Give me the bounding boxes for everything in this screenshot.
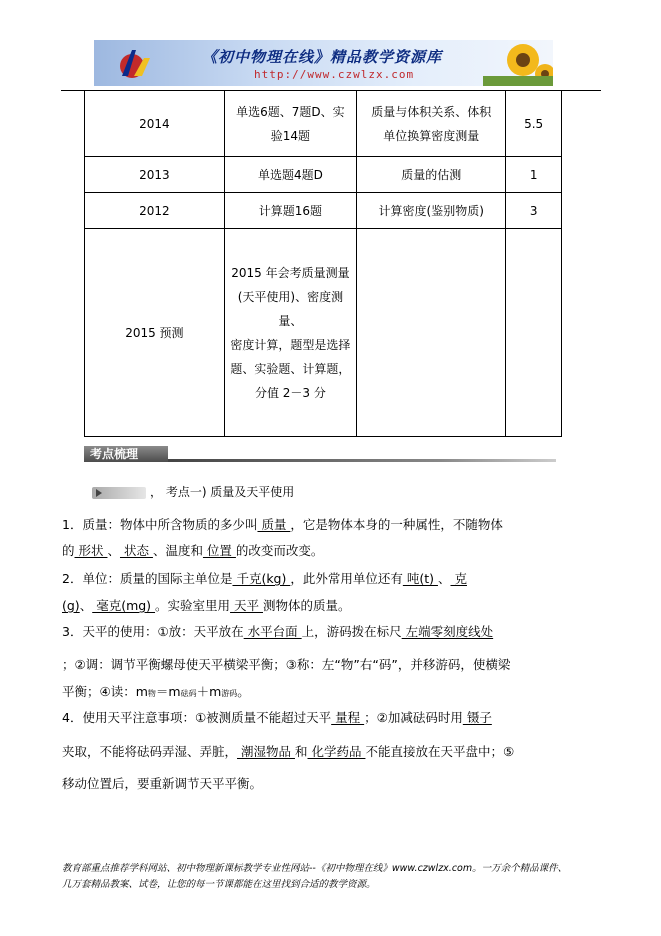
- text: 的改变而改变。: [235, 543, 324, 558]
- topic-line: 单位换算密度测量: [383, 128, 480, 143]
- question-line: 验14题: [270, 128, 311, 143]
- text: 、: [437, 571, 451, 586]
- text: 、: [79, 598, 93, 613]
- answer-blank: 天平: [230, 598, 263, 613]
- year-cell: 2013: [85, 157, 225, 193]
- text: 2．单位：质量的国际主单位是: [62, 571, 233, 586]
- banner-title: 《初中物理在线》精品教学资源库: [202, 48, 443, 66]
- text: 。实验室里用: [155, 598, 231, 613]
- paragraph-3-line-1: [62, 622, 602, 640]
- text: 移动位置后，要重新调节天平平衡。: [62, 776, 263, 791]
- answer-blank: 位置: [202, 543, 236, 558]
- footer-line: 几万套精品教案、试卷，让您的每一节课都能在这里找到合适的教学资源。: [62, 879, 376, 890]
- footer-line: 教育部重点推荐学科网站、初中物理新课标教学专业性网站--《初中物理在线》www.czwlzx.com。一万余个精品课件、: [62, 863, 568, 874]
- text: 3．天平的使用：①放：天平放在: [62, 624, 244, 639]
- section-divider: [168, 459, 556, 462]
- answer-blank: 量程: [331, 710, 365, 725]
- subsection-heading: [92, 483, 294, 500]
- answer-blank: 吨(t): [402, 571, 438, 586]
- play-arrow-icon: [92, 487, 146, 499]
- subscript: 砝码: [180, 689, 197, 698]
- table-row: [85, 91, 562, 157]
- text: 。: [237, 684, 250, 699]
- answer-blank: 左端零刻度线处: [401, 624, 494, 639]
- answer-blank: (g): [62, 598, 80, 613]
- paragraph-4-line-1: [62, 708, 602, 726]
- prediction-line: 2015 年会考质量测量: [231, 265, 350, 280]
- question-cell: 计算题16题: [224, 193, 356, 229]
- header-banner: [94, 40, 553, 86]
- exam-analysis-table: [84, 90, 562, 437]
- topic-cell: 计算密度(鉴别物质): [357, 193, 506, 229]
- section-header: [84, 446, 562, 463]
- subscript: 物: [147, 689, 156, 698]
- paragraph-1-line-2: [62, 541, 602, 559]
- answer-blank: 潮湿物品: [237, 744, 295, 759]
- subscript: 游码: [221, 689, 238, 698]
- answer-blank: 千克(kg): [232, 571, 291, 586]
- text: 和: [294, 744, 308, 759]
- question-cell: 单选题4题D: [224, 157, 356, 193]
- empty-cell: [357, 229, 506, 437]
- question-line: 单选6题、7题D、实: [236, 104, 345, 119]
- sunflower-icon: [483, 40, 553, 86]
- year-cell: 2012: [85, 193, 225, 229]
- answer-blank: 克: [450, 571, 467, 586]
- section-tag: 考点梳理: [84, 446, 168, 462]
- text: 的: [62, 543, 75, 558]
- answer-blank: 质量: [257, 517, 291, 532]
- paragraph-1-line-1: [62, 515, 602, 533]
- text: 上，游码拨在标尺: [301, 624, 402, 639]
- paragraph-4-line-3: [62, 774, 602, 792]
- prediction-line: 密度计算，题型是选择: [230, 337, 351, 352]
- text: 、: [107, 543, 120, 558]
- topic-cell: [357, 91, 506, 157]
- answer-blank: 水平台面: [243, 624, 302, 639]
- paragraph-3-line-3: [62, 682, 602, 700]
- page-footer: [62, 861, 622, 893]
- text: ＋m: [196, 684, 222, 699]
- table-row: [85, 157, 562, 193]
- text: ，此外常用单位还有: [290, 571, 403, 586]
- answer-blank: 形状: [74, 543, 108, 558]
- text: 平衡；④读：m: [62, 684, 148, 699]
- answer-blank: 化学药品: [307, 744, 366, 759]
- text: ，它是物体本身的一种属性，不随物体: [290, 517, 503, 532]
- text: 、温度和: [152, 543, 203, 558]
- year-cell: 2014: [85, 91, 225, 157]
- text: ＝m: [155, 684, 181, 699]
- score-cell: 1: [506, 157, 562, 193]
- topic-cell: 质量的估测: [357, 157, 506, 193]
- text: 夹取，不能将砝码弄湿、弄脏，: [62, 744, 238, 759]
- prediction-cell: [224, 229, 356, 437]
- answer-blank: 毫克(mg): [92, 598, 156, 613]
- prediction-line: 题、实验题、计算题，: [230, 361, 351, 376]
- banner-url[interactable]: http://www.czwlzx.com: [254, 68, 415, 81]
- table-row-prediction: [85, 229, 562, 437]
- prediction-line: (天平使用)、密度测量、: [237, 289, 344, 328]
- score-cell: 5.5: [506, 91, 562, 157]
- text: 不能直接放在天平盘中；⑤: [365, 744, 515, 759]
- paragraph-2-line-1: [62, 569, 602, 587]
- answer-blank: 镊子: [462, 710, 492, 725]
- text: 1．质量：物体中所含物质的多少叫: [62, 517, 258, 532]
- text: 4．使用天平注意事项：①被测质量不能超过天平: [62, 710, 332, 725]
- prediction-year-cell: 2015 预测: [85, 229, 225, 437]
- question-cell: [224, 91, 356, 157]
- prediction-line: 分值 2－3 分: [254, 385, 326, 400]
- subsection-title: ， 考点一) 质量及天平使用: [150, 485, 295, 499]
- text: 测物体的质量。: [263, 598, 351, 613]
- answer-blank: 状态: [119, 543, 153, 558]
- paragraph-2-line-2: [62, 596, 602, 614]
- score-cell: 3: [506, 193, 562, 229]
- paragraph-3-line-2: [62, 655, 602, 673]
- paragraph-4-line-2: [62, 742, 602, 760]
- table-row: [85, 193, 562, 229]
- text: ；②调：调节平衡螺母使天平横梁平衡；③称：左“物”右“码”，并移游码，使横梁: [62, 657, 511, 672]
- topic-line: 质量与体积关系、体积: [371, 104, 492, 119]
- site-logo-icon: [114, 46, 158, 82]
- empty-cell: [506, 229, 562, 437]
- text: ；②加减砝码时用: [364, 710, 463, 725]
